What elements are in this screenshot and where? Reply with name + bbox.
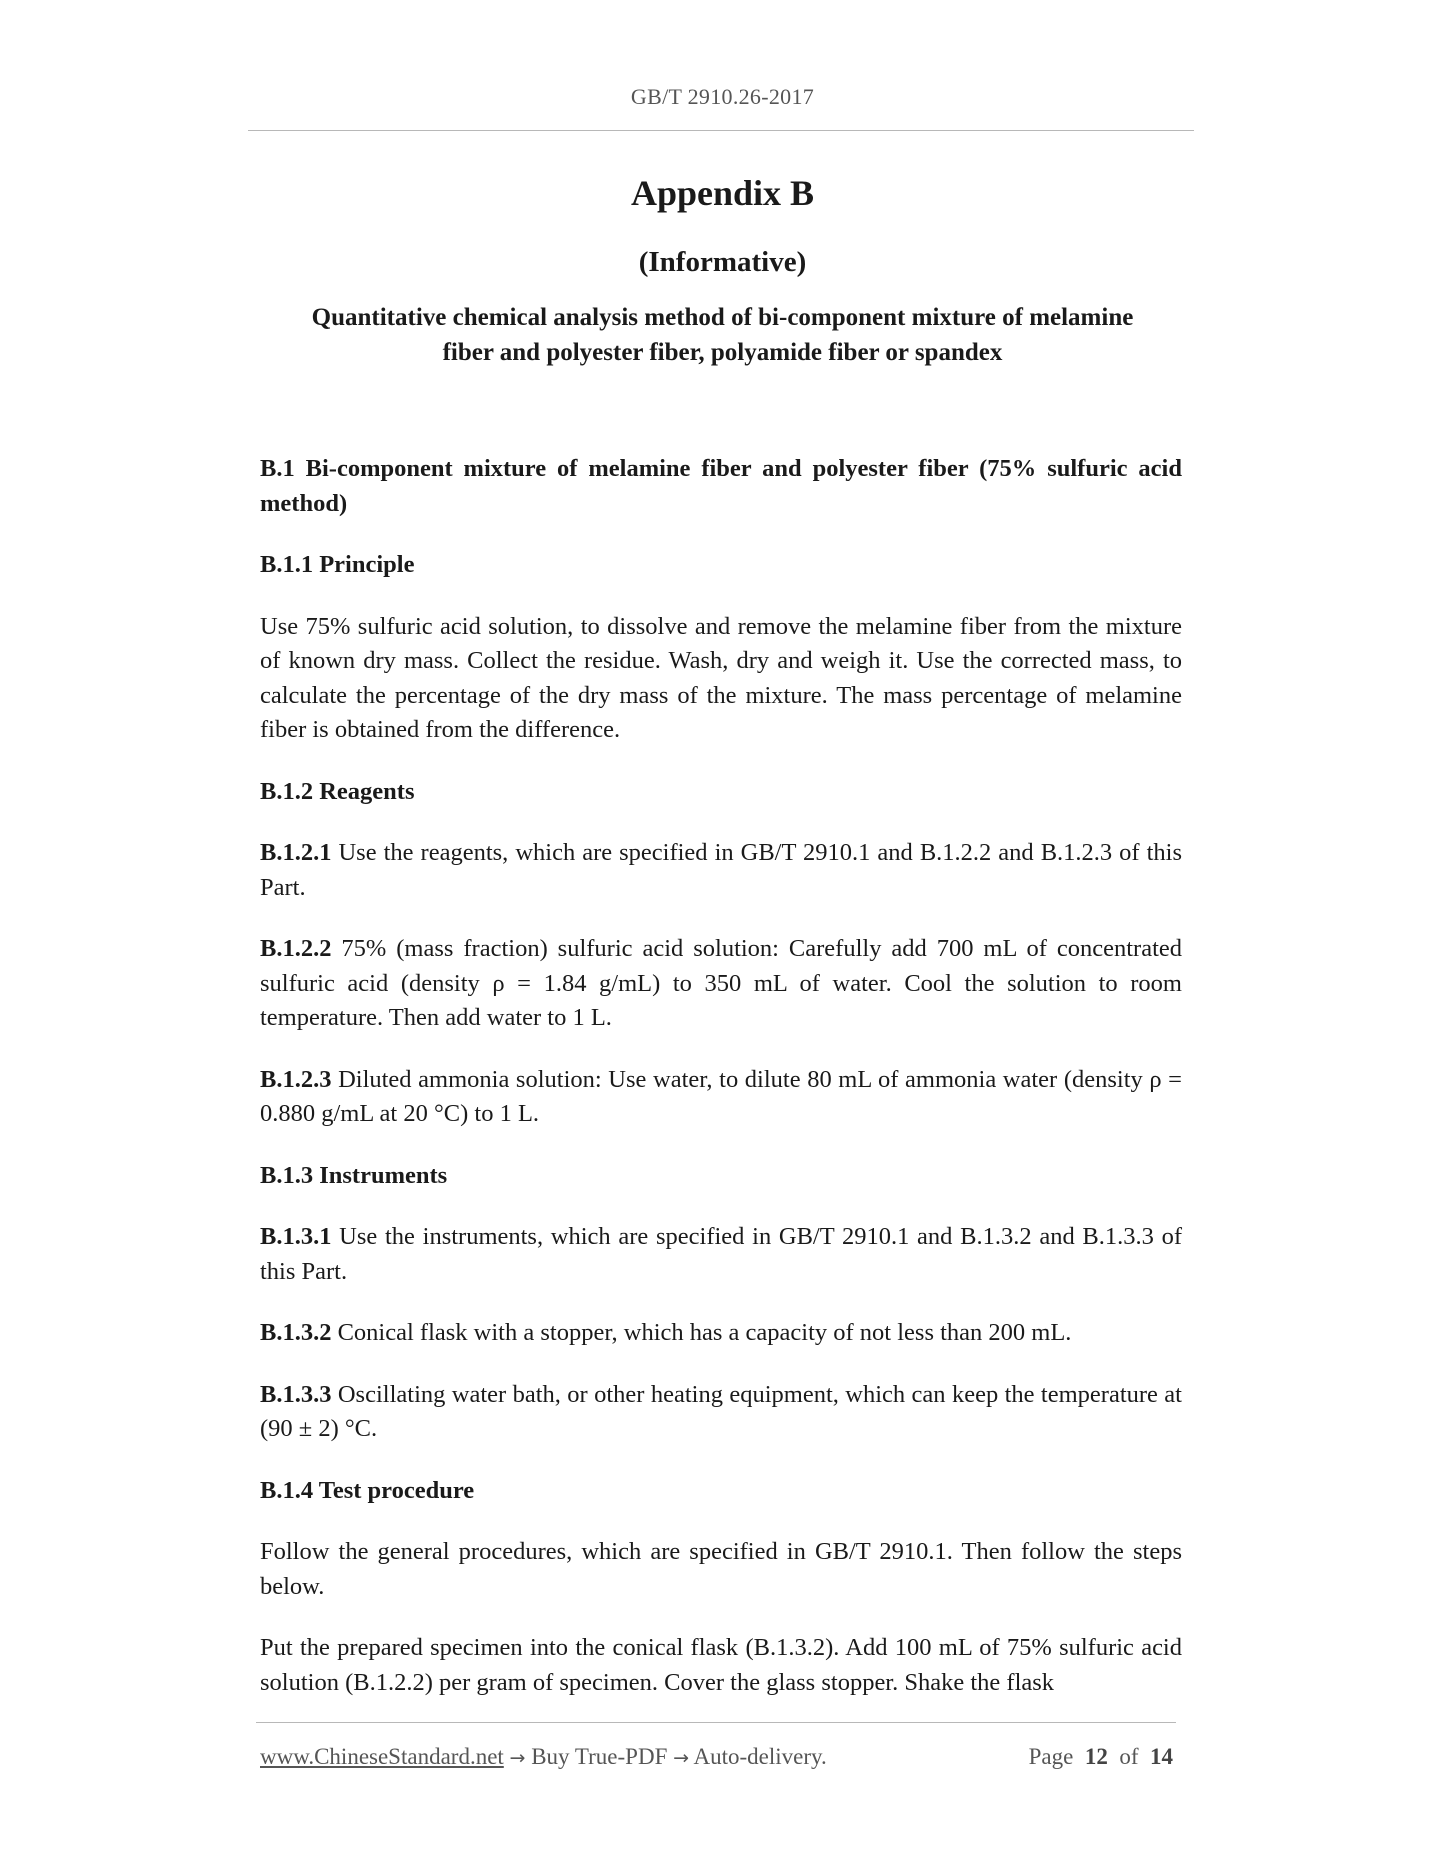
- buy-true-pdf-text: Buy True-PDF: [531, 1744, 668, 1769]
- clause-b121: [260, 836, 1182, 905]
- section-b1-heading: B.1 Bi-component mixture of melamine fiber and polyester fiber (75% sulfuric acid method): [260, 455, 1182, 517]
- appendix-heading-line-2: fiber and polyester fiber, polyamide fiber or spandex: [442, 339, 1003, 366]
- appendix-subtitle: (Informative): [638, 246, 807, 278]
- auto-delivery-text: Auto-delivery.: [693, 1744, 827, 1769]
- clause-b123: [260, 1063, 1182, 1132]
- page-indicator: [1029, 1744, 1173, 1770]
- page-current: 12: [1084, 1744, 1108, 1769]
- section-b11-heading: B.1.1 Principle: [260, 551, 415, 578]
- header-divider: [248, 130, 1194, 131]
- clause-number: B.1.2.2: [260, 935, 332, 962]
- clause-b132: [260, 1316, 1182, 1351]
- clause-number: B.1.2.1: [260, 839, 332, 866]
- clause-text: 75% (mass fraction) sulfuric acid solution: Carefully add 700 mL of concentrated sulfuric acid (density ρ = 1.84 g/mL) to 350 mL of water. Cool the solution to room temperature. Then add water to 1 L.: [260, 935, 1182, 1031]
- footer-divider: [256, 1722, 1176, 1723]
- clause-text: Use the reagents, which are specified in GB/T 2910.1 and B.1.2.2 and B.1.2.3 of this Part.: [260, 839, 1182, 901]
- arrow-right-icon: →: [673, 1747, 690, 1769]
- appendix-heading-line-1: Quantitative chemical analysis method of bi-component mixture of melamine: [311, 304, 1134, 331]
- clause-number: B.1.3.1: [260, 1223, 332, 1250]
- appendix-title: Appendix B: [630, 173, 815, 213]
- footer-promo: [260, 1744, 827, 1770]
- clause-text: Diluted ammonia solution: Use water, to dilute 80 mL of ammonia water (density ρ = 0.880 g/mL at 20 °C) to 1 L.: [260, 1065, 1182, 1127]
- page-footer: [260, 1744, 1173, 1770]
- document-code-header: GB/T 2910.26-2017: [630, 84, 815, 109]
- clause-text: Use the instruments, which are specified in GB/T 2910.1 and B.1.3.2 and B.1.3.3 of this Part.: [260, 1223, 1182, 1285]
- clause-b122: [260, 932, 1182, 1036]
- section-b11-paragraph: Use 75% sulfuric acid solution, to dissolve and remove the melamine fiber from the mixture of known dry mass. Collect the residue. Wash, dry and weigh it. Use the corrected mass, to calculate the percentage of the dry mass of the mixture. The mass percentage of melamine fiber is obtained from the difference.: [260, 612, 1182, 743]
- page-label: Page: [1028, 1744, 1074, 1769]
- page-total: 14: [1150, 1744, 1173, 1769]
- clause-number: B.1.3.3: [260, 1380, 332, 1408]
- clause-text: Oscillating water bath, or other heating equipment, which can keep the temperature at (90 ± 2) °C.: [260, 1380, 1182, 1442]
- section-b14-paragraph-1: Follow the general procedures, which are specified in GB/T 2910.1. Then follow the steps below.: [260, 1538, 1182, 1600]
- clause-b133: [260, 1378, 1182, 1447]
- arrow-right-icon: →: [509, 1747, 526, 1769]
- clause-number: B.1.3.2: [260, 1319, 332, 1346]
- website-link[interactable]: www.ChineseStandard.net: [260, 1744, 504, 1769]
- appendix-heading: [240, 300, 1205, 370]
- page-of-label: of: [1119, 1744, 1139, 1769]
- section-b12-heading: B.1.2 Reagents: [260, 777, 415, 805]
- document-body: [260, 452, 1182, 1727]
- section-b14-heading: B.1.4 Test procedure: [260, 1476, 475, 1504]
- clause-number: B.1.2.3: [260, 1065, 332, 1093]
- clause-text: Conical flask with a stopper, which has a capacity of not less than 200 mL.: [331, 1319, 1072, 1346]
- section-b13-heading: B.1.3 Instruments: [260, 1161, 448, 1189]
- section-b14-paragraph-2: Put the prepared specimen into the conical flask (B.1.3.2). Add 100 mL of 75% sulfuric acid solution (B.1.2.2) per gram of specimen. Cover the glass stopper. Shake the flask: [260, 1634, 1182, 1696]
- clause-b131: [260, 1220, 1182, 1289]
